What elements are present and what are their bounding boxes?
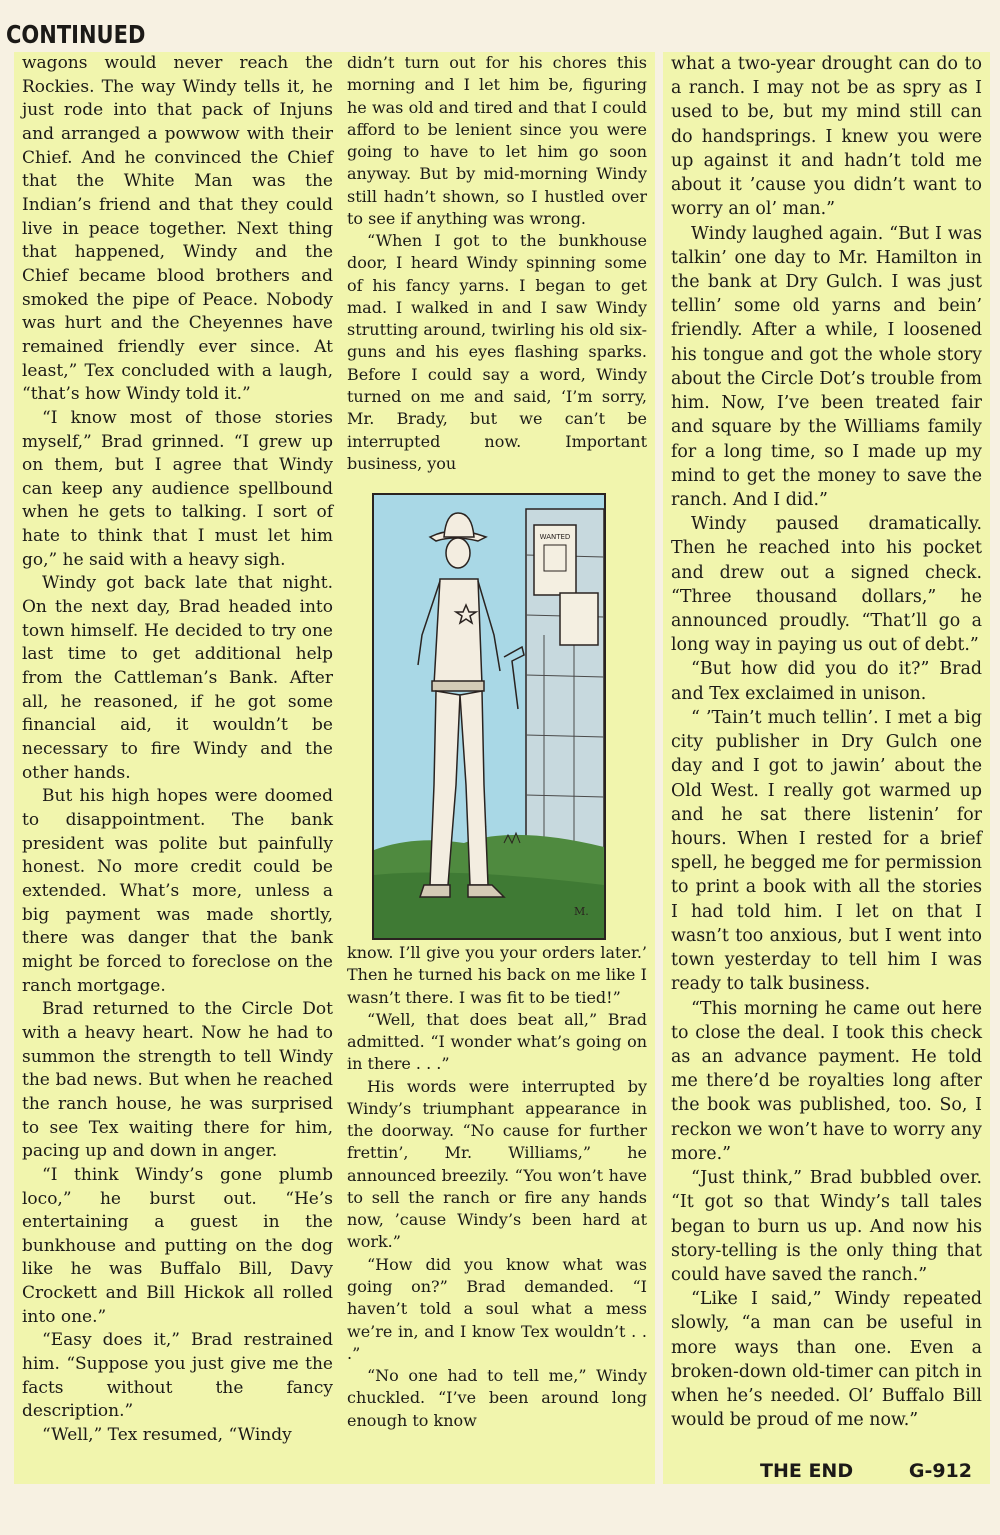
paragraph: wagons would never reach the Rockies. The way Windy tells it, he just rode into that pack of Injuns and arranged a powwow with their Chief. And he convinced the Chief that the White Man was the Indian’s friend and that they could live in peace together. Next thing that happened, Windy and the Chief became blood brothers and smoked the pipe of Peace. Nobody was hurt and the Cheyennes have remained friendly ever since. At least,” Tex concluded with a laugh, “that’s how Windy told it.” xyxy=(22,53,333,405)
paragraph: Brad returned to the Circle Dot with a heavy heart. Now he had to summon the strength to tell Windy the bad news. But when he reached the ranch house, he was surprised to see Tex waiting there for him, pacing up and down in anger. xyxy=(22,999,333,1162)
paragraph: “But how did you do it?” Brad and Tex exclaimed in unison. xyxy=(671,659,982,704)
paragraph: didn’t turn out for his chores this morning and I let him be, figuring he was old and tired and that I could afford to be lenient since you were going to have to let him go soon anyway. But by mid-morning Windy still hadn’t shown, so I hustled over to see if anything was wrong. xyxy=(347,53,647,228)
paragraph: His words were interrupted by Windy’s triumphant appearance in the doorway. “No cause for further frettin’, Mr. Williams,” he announced breezily. “You won’t have to sell the ranch or fire any hands now, ’cause Windy’s been hard at work.” xyxy=(347,1076,647,1252)
paragraph: “Easy does it,” Brad restrained him. “Suppose you just give me the facts without the fancy description.” xyxy=(22,1330,333,1422)
paragraph: what a two-year drought can do to a ranch. I may not be as spry as I used to be, but my mind still can do handsprings. I knew you were up against it and hadn’t told me about it ’cause you didn’t want to worry an ol’ man.” xyxy=(671,54,982,220)
paragraph: “This morning he came out here to close the deal. I took this check as an advance payment. He told me there’d be royalties long after the book was published, too. So, I reckon we won’t have to worry any more.” xyxy=(671,998,982,1164)
paragraph: know. I’ll give you your orders later.’ Then he turned his back on me like I wasn’t there. I was fit to be tied!” xyxy=(347,943,647,1007)
paragraph: “How did you know what was going on?” Brad demanded. “I haven’t told a soul what a mess we’re in, and I know Tex wouldn’t . . .” xyxy=(347,1254,647,1363)
paragraph: “I know most of those stories myself,” Brad grinned. “I grew up on them, but I agree that Windy can keep any audience spellbound when he gets to talking. I sort of hate to think that I must let him go,” he said with a heavy sigh. xyxy=(22,407,333,570)
head xyxy=(446,538,470,568)
paragraph: Windy laughed again. “But I was talkin’ one day to Mr. Hamilton in the bank at Dry Gulch. I was just tellin’ some old yarns and bein’ friendly. After a while, I loosened his tongue and got the whole story about the Circle Dot’s trouble from him. Now, I’ve been treated fair and square by the Williams family for a long time, so I made up my mind to get the money to save the ranch. And I did.” xyxy=(671,223,982,510)
cowboy-illustration xyxy=(372,493,606,940)
paragraph: “Like I said,” Windy repeated slowly, “a man can be useful in more ways than one. Even a broken-down old-timer can pitch in when he’s needed. Ol’ Buffalo Bill would be proud of me now.” xyxy=(671,1289,983,1431)
the-end-label: THE END xyxy=(760,1460,854,1482)
paragraph: “Just think,” Brad bubbled over. “It got so that Windy’s tall tales began to burn us up. And now his story-telling is the only thing that could have saved the ranch.” xyxy=(671,1168,982,1285)
text-column-1 xyxy=(14,52,341,1484)
torso xyxy=(434,579,482,685)
artist-signature: M. xyxy=(574,905,589,918)
paragraph: “I think Windy’s gone plumb loco,” he burst out. “He’s entertaining a guest in the bunkhouse and putting on the dog like he was Buffalo Bill, Davy Crockett and Bill Hickok all rolled into one.” xyxy=(22,1164,333,1327)
paragraph: Windy got back late that night. On the next day, Brad headed into town himself. He decided to try one last time to get additional help from the Cattleman’s Bank. After all, he reasoned, if he got some financial aid, it wouldn’t be necessary to fire Windy and the other hands. xyxy=(22,573,333,783)
paragraph: But his high hopes were doomed to disappointment. The bank president was polite but painfully honest. No more credit could be extended. What’s more, unless a big payment was made shortly, there was danger that the bank might be forced to foreclose on the ranch mortgage. xyxy=(22,786,333,996)
paragraph: “No one had to tell me,” Windy chuckled. “I’ve been around long enough to know xyxy=(347,1366,647,1430)
paragraph: “Well,” Tex resumed, “Windy xyxy=(42,1425,292,1446)
paragraph: Windy paused dramatically. Then he reached into his pocket and drew out a signed check. “Three thousand dollars,” he announced proudly. “That’ll go a long way in paying us out of debt.” xyxy=(671,514,982,656)
paragraph: “Well, that does beat all,” Brad admitted. “I wonder what’s going on in there . . .” xyxy=(347,1009,647,1074)
left-boot xyxy=(420,885,450,897)
paragraph: “ ’Tain’t much tellin’. I met a big city publisher in Dry Gulch one day and I got to jawin’ about the Old West. I really got warmed up and he sat there listenin’ for hours. When I rested for a brief spell, he begged me for permission to print a book with all the stories I had told him. I let on that I wasn’t too anxious, but I went into town yesterday to tell him I was ready to talk business. xyxy=(671,707,982,995)
gun-belt xyxy=(432,681,484,691)
column-2-lower-text xyxy=(347,942,647,1432)
paragraph: “When I got to the bunkhouse door, I heard Windy spinning some of his fancy yarns. I began to get mad. I walked in and I saw Windy strutting around, twirling his old six-guns and his eyes flashing sparks. Before I could say a word, Windy turned on me and said, ‘I’m sorry, Mr. Brady, but we can’t be interrupted now. Important business, you xyxy=(347,231,647,473)
column-2-upper-text xyxy=(347,52,647,492)
poster-text: WANTED xyxy=(539,533,571,541)
page-code: G-912 xyxy=(908,1460,972,1482)
text-column-3 xyxy=(663,52,990,1484)
continued-header: CONTINUED xyxy=(6,20,146,49)
